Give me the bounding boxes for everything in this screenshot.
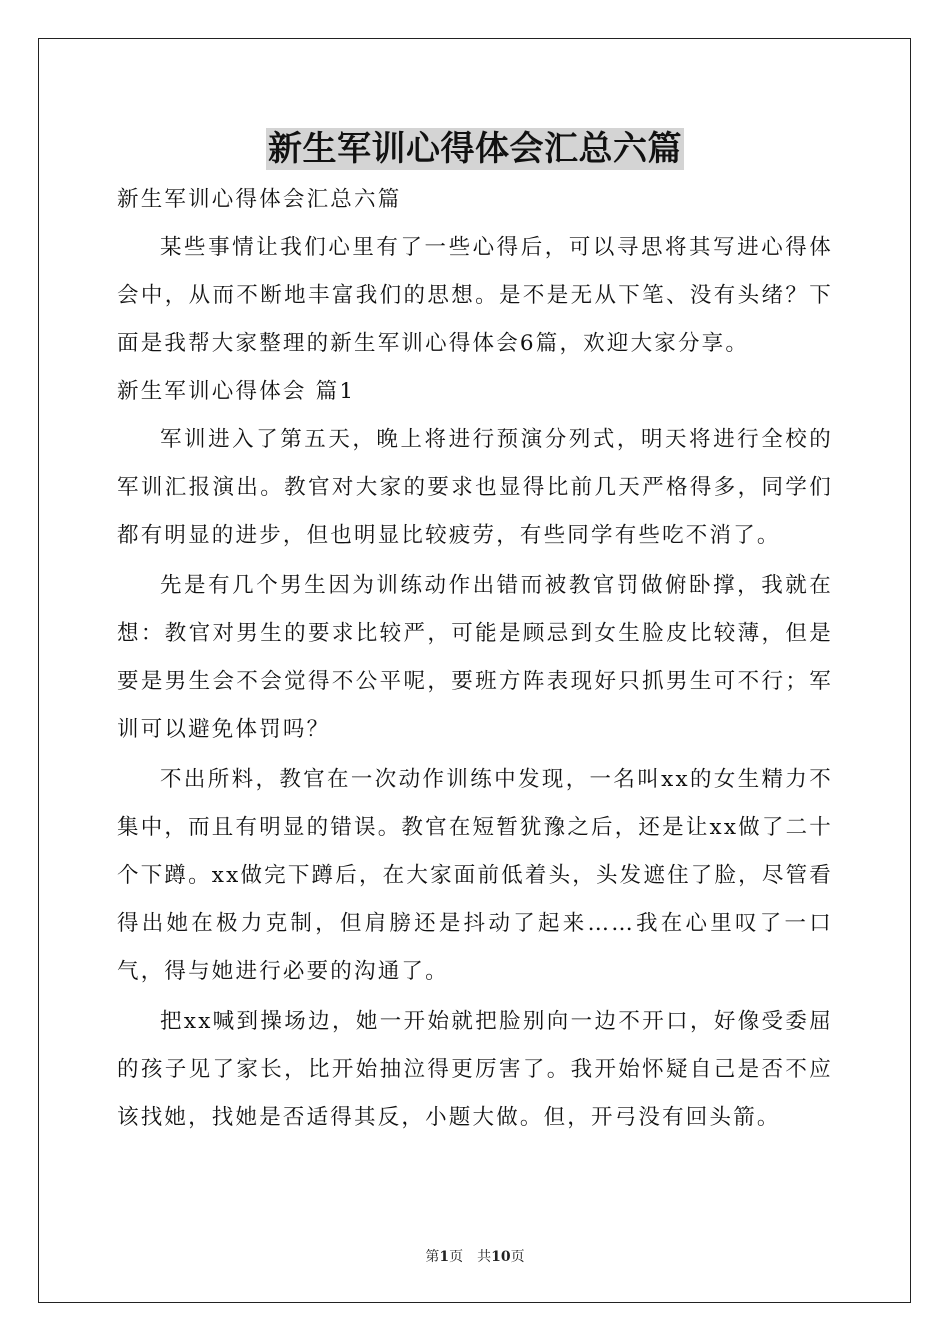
footer-current-page: 1: [439, 1249, 450, 1265]
body-paragraph-2: 先是有几个男生因为训练动作出错而被教官罚做俯卧撑，我就在想：教官对男生的要求比较严，可能是顾忌到女生脸皮比较薄，但是要是男生会不会觉得不公平呢，要班方阵表现好只抓男生可不行；军训可以避免体罚吗？: [117, 573, 833, 742]
section-heading: 新生军训心得体会 篇1: [117, 379, 356, 404]
footer-total-pages: 10: [491, 1249, 511, 1265]
body-paragraph-1: 军训进入了第五天，晚上将进行预演分列式，明天将进行全校的军训汇报演出。教官对大家的要求也显得比前几天严格得多，同学们都有明显的进步，但也明显比较疲劳，有些同学有些吃不消了。: [117, 427, 833, 548]
intro-paragraph: 某些事情让我们心里有了一些心得后，可以寻思将其写进心得体会中，从而不断地丰富我们的思想。是不是无从下笔、没有头绪？下面是我帮大家整理的新生军训心得体会6篇，欢迎大家分享。: [117, 235, 833, 356]
page-footer: [0, 1246, 950, 1266]
body-paragraph-3: 不出所料，教官在一次动作训练中发现，一名叫xx的女生精力不集中，而且有明显的错误。教官在短暂犹豫之后，还是让xx做了二十个下蹲。xx做完下蹲后，在大家面前低着头，头发遮住了脸，尽管看得出她在极力克制，但肩膀还是抖动了起来……我在心里叹了一口气，得与她进行必要的沟通了。: [117, 767, 833, 984]
footer-mid: 页 共: [449, 1249, 492, 1265]
document-body: [117, 176, 833, 1142]
document-subtitle: 新生军训心得体会汇总六篇: [117, 187, 402, 212]
footer-prefix: 第: [425, 1249, 440, 1265]
document-title: 新生军训心得体会汇总六篇: [268, 129, 682, 169]
body-paragraph-4: 把xx喊到操场边，她一开始就把脸别向一边不开口，好像受委屈的孩子见了家长，比开始抽泣得更厉害了。我开始怀疑自己是否不应该找她，找她是否适得其反，小题大做。但，开弓没有回头箭。: [117, 1009, 833, 1130]
title-container: [0, 128, 950, 170]
footer-suffix: 页: [510, 1249, 525, 1265]
